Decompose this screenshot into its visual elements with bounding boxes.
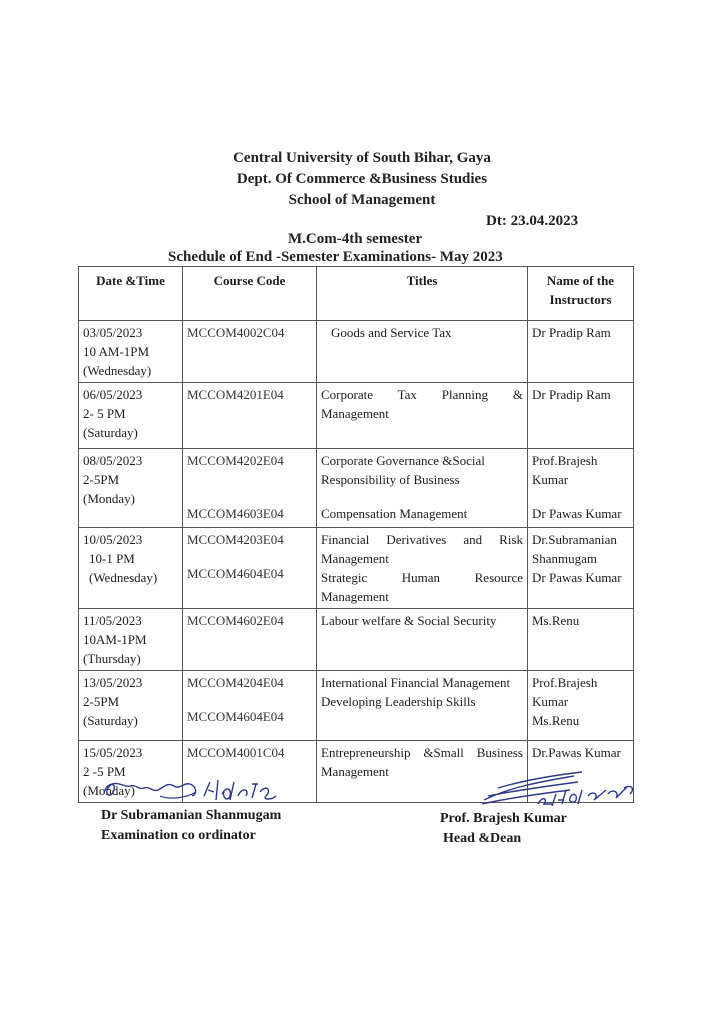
exam-day: (Saturday) bbox=[83, 425, 138, 440]
exam-date: 15/05/2023 bbox=[83, 745, 143, 760]
exam-day: (Saturday) bbox=[83, 713, 138, 728]
title-cell bbox=[317, 449, 528, 528]
left-handwritten-signature bbox=[100, 770, 290, 810]
course-code-cell bbox=[183, 609, 317, 671]
course-code: MCCOM4603E04 bbox=[187, 506, 284, 521]
course-title: Goods and Service Tax bbox=[331, 325, 452, 340]
exam-time: 2-5PM bbox=[83, 472, 120, 487]
exam-day: (Wednesday) bbox=[89, 570, 158, 585]
header-course-code: Course Code bbox=[183, 267, 317, 321]
program-title: M.Com-4th semester bbox=[288, 231, 423, 247]
course-title: Labour welfare & Social Security bbox=[321, 613, 497, 628]
right-signatory-role: Head &Dean bbox=[443, 831, 522, 846]
exam-time: 10AM-1PM bbox=[83, 632, 147, 647]
course-code-cell bbox=[183, 528, 317, 609]
course-code: MCCOM4204E04 bbox=[187, 675, 284, 690]
date-time-cell bbox=[79, 449, 183, 528]
exam-date: 08/05/2023 bbox=[83, 453, 143, 468]
date-time-cell bbox=[79, 609, 183, 671]
table-row bbox=[79, 449, 634, 528]
table-row bbox=[79, 321, 634, 383]
instructor-name: Dr.Pawas Kumar bbox=[532, 745, 621, 760]
course-code: MCCOM4203E04 bbox=[187, 532, 284, 547]
instructor-name: Dr Pradip Ram bbox=[532, 387, 611, 402]
table-row bbox=[79, 671, 634, 741]
exam-time: 10 AM-1PM bbox=[83, 344, 150, 359]
course-title: Corporate Governance &Social Responsibility of Business bbox=[321, 453, 485, 487]
right-handwritten-signature bbox=[478, 768, 644, 810]
course-title: Strategic Human Resource Management bbox=[321, 570, 523, 604]
course-title: International Financial Management bbox=[321, 675, 511, 690]
course-code-cell bbox=[183, 671, 317, 741]
title-cell bbox=[317, 321, 528, 383]
instructor-cell bbox=[528, 671, 634, 741]
course-code-cell bbox=[183, 321, 317, 383]
course-code: MCCOM4001C04 bbox=[187, 745, 285, 760]
left-signatory-name: Dr Subramanian Shanmugam bbox=[101, 808, 282, 823]
exam-date: 13/05/2023 bbox=[83, 675, 143, 690]
instructor-name: Dr Pawas Kumar bbox=[532, 570, 622, 585]
exam-day: (Wednesday) bbox=[83, 363, 152, 378]
exam-date: 06/05/2023 bbox=[83, 387, 143, 402]
exam-date: 10/05/2023 bbox=[83, 532, 143, 547]
school-name: School of Management bbox=[288, 192, 436, 208]
header-instructors: Name of the Instructors bbox=[528, 267, 634, 321]
header-titles: Titles bbox=[317, 267, 528, 321]
university-name: Central University of South Bihar, Gaya bbox=[233, 150, 491, 166]
course-code: MCCOM4604E04 bbox=[187, 709, 284, 724]
instructor-cell bbox=[528, 383, 634, 449]
course-title: Financial Derivatives and Risk Management bbox=[321, 532, 523, 566]
exam-day: (Monday) bbox=[83, 491, 135, 506]
document-date: Dt: 23.04.2023 bbox=[486, 213, 579, 229]
exam-time: 2 -5 PM bbox=[83, 764, 126, 779]
table-row bbox=[79, 609, 634, 671]
instructor-name: Prof.Brajesh Kumar bbox=[532, 675, 598, 709]
title-cell bbox=[317, 383, 528, 449]
schedule-title: Schedule of End -Semester Examinations- May 2023 bbox=[168, 249, 503, 265]
course-code: MCCOM4202E04 bbox=[187, 453, 284, 468]
right-signatory-name: Prof. Brajesh Kumar bbox=[440, 811, 567, 826]
instructor-name: Ms.Renu bbox=[532, 613, 580, 628]
header-date-time: Date &Time bbox=[79, 267, 183, 321]
course-title: Entrepreneurship &Small Business Management bbox=[321, 745, 523, 779]
exam-day: (Monday) bbox=[83, 783, 135, 798]
instructor-cell bbox=[528, 321, 634, 383]
instructor-name: Dr Pawas Kumar bbox=[532, 506, 622, 521]
course-title: Developing Leadership Skills bbox=[321, 694, 476, 709]
exam-time: 2-5PM bbox=[83, 694, 120, 709]
exam-time: 2- 5 PM bbox=[83, 406, 126, 421]
exam-schedule-table bbox=[78, 266, 634, 803]
title-cell bbox=[317, 671, 528, 741]
date-time-cell bbox=[79, 528, 183, 609]
instructor-name: Ms.Renu bbox=[532, 713, 580, 728]
date-time-cell bbox=[79, 321, 183, 383]
course-code: MCCOM4201E04 bbox=[187, 387, 284, 402]
instructor-name: Dr.Subramanian Shanmugam bbox=[532, 532, 617, 566]
exam-time: 10-1 PM bbox=[89, 551, 135, 566]
course-code-cell bbox=[183, 449, 317, 528]
course-code-cell bbox=[183, 383, 317, 449]
instructor-cell bbox=[528, 528, 634, 609]
title-cell bbox=[317, 528, 528, 609]
left-signatory-role: Examination co ordinator bbox=[101, 828, 256, 843]
course-code: MCCOM4002C04 bbox=[187, 325, 285, 340]
exam-date: 11/05/2023 bbox=[83, 613, 142, 628]
exam-day: (Thursday) bbox=[83, 651, 141, 666]
table-row bbox=[79, 383, 634, 449]
date-time-cell bbox=[79, 671, 183, 741]
instructor-name: Prof.Brajesh Kumar bbox=[532, 453, 598, 487]
course-code: MCCOM4604E04 bbox=[187, 566, 284, 581]
instructor-name: Dr Pradip Ram bbox=[532, 325, 611, 340]
table-row bbox=[79, 528, 634, 609]
department-name: Dept. Of Commerce &Business Studies bbox=[236, 171, 488, 187]
course-code: MCCOM4602E04 bbox=[187, 613, 284, 628]
course-title: Corporate Tax Planning & Management bbox=[321, 387, 523, 421]
instructor-cell bbox=[528, 609, 634, 671]
title-cell bbox=[317, 609, 528, 671]
exam-date: 03/05/2023 bbox=[83, 325, 143, 340]
course-title: Compensation Management bbox=[321, 506, 468, 521]
instructor-cell bbox=[528, 449, 634, 528]
date-time-cell bbox=[79, 383, 183, 449]
